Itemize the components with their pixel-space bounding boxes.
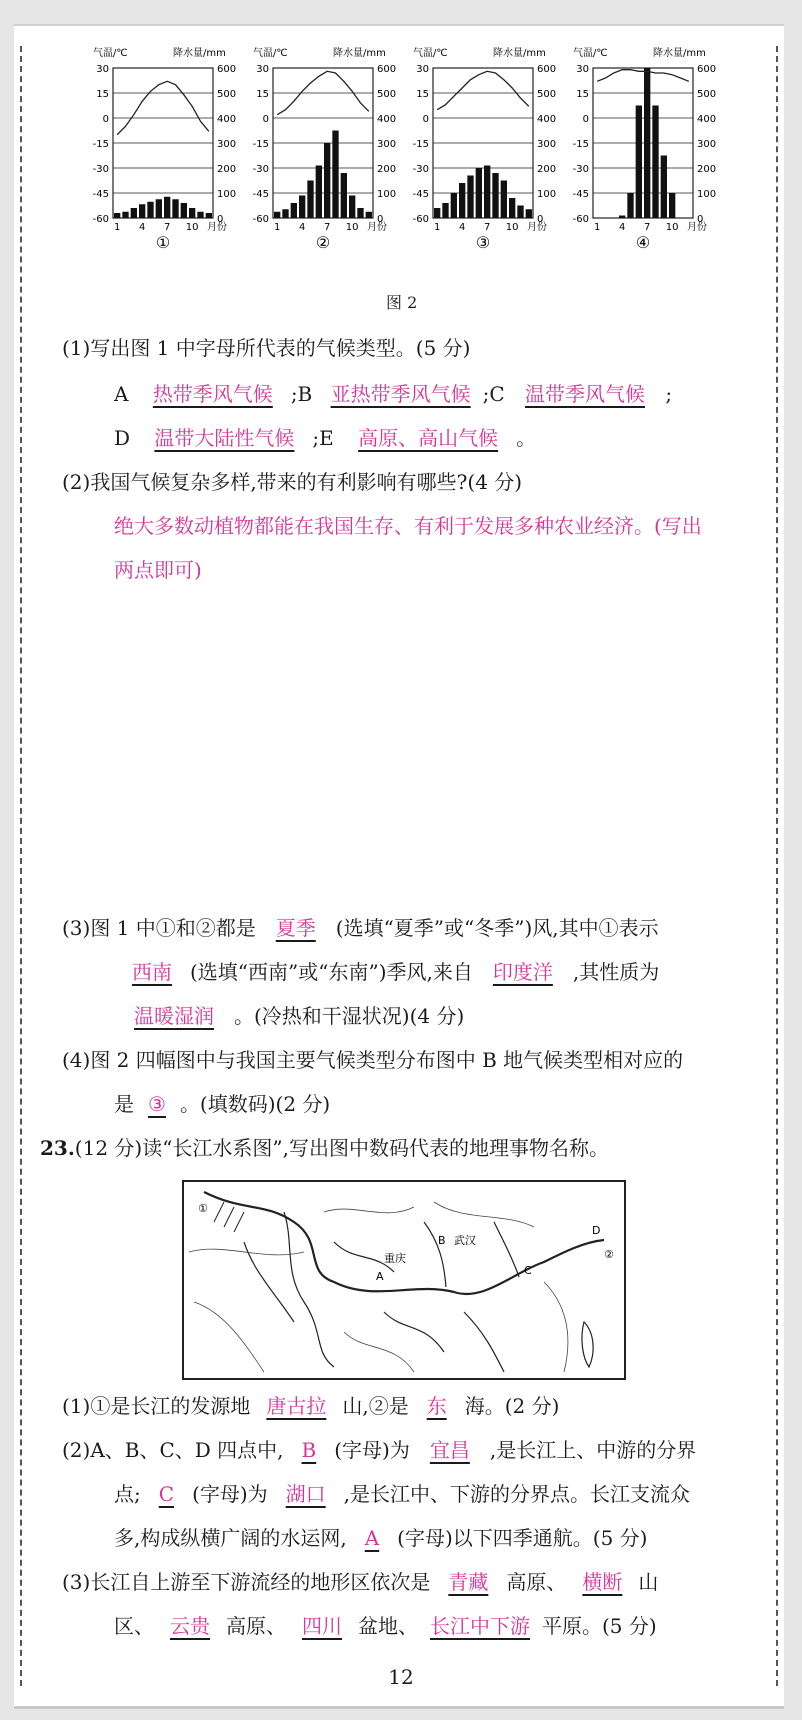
precip-bar: [147, 202, 153, 218]
temperature-line: [597, 70, 689, 82]
q23-p3-text7: 平原。(5 分): [542, 1614, 657, 1638]
map-label-d: D: [592, 1224, 601, 1237]
q23-p3-answer2: 横断: [582, 1570, 623, 1594]
precip-axis-title: 降水量/mm: [173, 48, 226, 59]
temp-tick-label: -15: [412, 139, 429, 150]
precip-tick-label: 300: [697, 139, 717, 150]
month-tick-label: 10: [505, 222, 519, 233]
month-tick-label: 1: [113, 222, 121, 233]
q23-title: [40, 1134, 609, 1162]
temp-tick-label: -45: [92, 189, 109, 200]
chart-label: ②: [315, 233, 331, 252]
precip-bar: [274, 212, 280, 218]
q23-p2-text6: ,是长江中、下游的分界点。长江支流众: [343, 1482, 691, 1506]
month-tick-label: 4: [298, 222, 306, 233]
precip-tick-label: 0: [217, 214, 224, 225]
q23-p2-text3: ,是长江上、中游的分界: [489, 1438, 697, 1462]
precip-bar: [652, 106, 658, 219]
precip-bar: [661, 156, 667, 219]
map-label-chongqing: 重庆: [384, 1252, 406, 1265]
q23-p3-answer1: 青藏: [448, 1570, 489, 1594]
temp-axis-title: 气温/℃: [93, 48, 128, 59]
temp-tick-label: -15: [572, 139, 589, 150]
precip-axis-title: 降水量/mm: [493, 48, 546, 59]
q23-p1-answer2: 东: [426, 1394, 447, 1418]
q23-p2-text5: (字母)为: [192, 1482, 268, 1506]
q3-line1: [62, 914, 659, 942]
q23-p2-answer1: B: [301, 1438, 317, 1462]
precip-axis-title: 降水量/mm: [653, 48, 706, 59]
month-axis-unit: 月份: [207, 222, 227, 233]
q23-p1: [62, 1392, 559, 1420]
precip-bar: [156, 199, 162, 218]
temp-tick-label: 15: [416, 89, 429, 100]
chart-label: ③: [475, 233, 491, 252]
temp-tick-label: 15: [576, 89, 589, 100]
precip-tick-label: 300: [537, 139, 557, 150]
temp-axis-title: 气温/℃: [413, 48, 448, 59]
temp-axis-title: 气温/℃: [573, 48, 608, 59]
q3-answer-season: 夏季: [275, 916, 316, 940]
month-tick-label: 1: [273, 222, 281, 233]
q23-p1-text2: 山,②是: [342, 1394, 409, 1418]
temp-tick-label: -45: [412, 189, 429, 200]
precip-bar: [526, 209, 532, 218]
precip-bar: [467, 176, 473, 219]
q1-a-answer: 热带季风气候: [152, 382, 273, 406]
precip-tick-label: 200: [537, 164, 557, 175]
q2-answer-line1: 绝大多数动植物都能在我国生存、有利于发展多种农业经济。(写出: [114, 514, 702, 538]
precip-bar: [357, 208, 363, 218]
precip-tick-label: 500: [537, 89, 557, 100]
q1-d-label: D: [114, 426, 131, 450]
month-tick-label: 4: [458, 222, 466, 233]
month-tick-label: 7: [323, 222, 331, 233]
temp-tick-label: 0: [262, 114, 269, 125]
q23-prompt: (12 分)读“长江水系图”,写出图中数码代表的地理事物名称。: [74, 1136, 610, 1160]
precip-bar: [332, 131, 338, 219]
precip-tick-label: 0: [537, 214, 544, 225]
month-tick-label: 10: [345, 222, 359, 233]
q23-p2-answer2: 宜昌: [429, 1438, 470, 1462]
right-cut-line: [776, 46, 778, 1686]
q23-p2-line3: [114, 1524, 647, 1552]
precip-tick-label: 100: [377, 189, 397, 200]
q23-p1-answer1: 唐古拉: [266, 1394, 327, 1418]
precip-tick-label: 0: [697, 214, 704, 225]
precip-bar: [619, 216, 625, 219]
month-tick-label: 7: [163, 222, 171, 233]
temp-tick-label: -15: [252, 139, 269, 150]
precip-bar: [434, 208, 440, 218]
q23-p3-answer3: 云贵: [170, 1614, 210, 1638]
q2-prompt: (2)我国气候复杂多样,带来的有利影响有哪些?(4 分): [62, 470, 523, 494]
q1-line-de: [114, 424, 536, 452]
precip-bar: [282, 209, 288, 218]
map-label-c: C: [524, 1264, 532, 1277]
figure2-caption: 图 2: [386, 293, 418, 312]
precip-tick-label: 600: [217, 64, 237, 75]
q1-b-label: ;B: [290, 382, 313, 406]
precip-bar: [459, 183, 465, 218]
precip-bar: [636, 106, 642, 219]
precip-bar: [316, 166, 322, 219]
precip-tick-label: 600: [377, 64, 397, 75]
q23-p2-text1: (2)A、B、C、D 四点中,: [62, 1438, 284, 1462]
temp-tick-label: -15: [92, 139, 109, 150]
q3-text3: (选填“西南”或“东南”)季风,来自: [190, 960, 473, 984]
temp-tick-label: 30: [256, 64, 269, 75]
month-tick-label: 7: [643, 222, 651, 233]
q4-text3: 。(填数码)(2 分): [179, 1092, 331, 1116]
q3-line2: [114, 958, 659, 986]
q4-answer: ③: [148, 1092, 166, 1116]
precip-tick-label: 400: [697, 114, 717, 125]
precip-bar: [291, 203, 297, 218]
precip-bar: [114, 213, 120, 218]
temp-tick-label: -60: [92, 214, 109, 225]
q23-p2-answer4: 湖口: [285, 1482, 326, 1506]
q3-text2: (选填“夏季”或“冬季”)风,其中①表示: [335, 916, 659, 940]
temperature-line: [437, 71, 529, 109]
q1-end: 。: [516, 426, 537, 450]
month-tick-label: 4: [618, 222, 626, 233]
precip-bar: [492, 173, 498, 218]
precip-tick-label: 100: [697, 189, 717, 200]
chart-label: ①: [155, 233, 171, 252]
q23-p3-text4: 区、: [114, 1614, 154, 1638]
month-tick-label: 7: [483, 222, 491, 233]
q23-p3-text3: 山: [638, 1570, 659, 1594]
precip-tick-label: 400: [377, 114, 397, 125]
month-tick-label: 10: [185, 222, 199, 233]
temp-tick-label: 0: [422, 114, 429, 125]
q23-p2-line2: [114, 1480, 690, 1508]
q3-line3: [114, 1002, 464, 1030]
month-tick-label: 1: [593, 222, 601, 233]
precip-bar: [299, 196, 305, 219]
precip-bar: [307, 181, 313, 219]
page-number: 12: [388, 1665, 414, 1689]
precip-bar: [644, 68, 650, 218]
month-tick-label: 10: [665, 222, 679, 233]
temp-tick-label: 0: [102, 114, 109, 125]
precip-tick-label: 300: [217, 139, 237, 150]
q1-a-label: A: [114, 382, 129, 406]
q1-line-abc: [114, 380, 672, 408]
precip-bar: [476, 168, 482, 218]
precip-tick-label: 600: [537, 64, 557, 75]
temp-tick-label: 15: [96, 89, 109, 100]
q23-p2-answer5: A: [364, 1526, 380, 1550]
q23-p3-answer5: 长江中下游: [430, 1614, 530, 1638]
q23-p3-line2: [114, 1612, 657, 1640]
temp-tick-label: -30: [92, 164, 109, 175]
q3-answer-direction: 西南: [132, 960, 172, 984]
q4-text2: 是: [114, 1092, 134, 1116]
q23-p2-text7: 多,构成纵横广阔的水运网,: [114, 1526, 347, 1550]
map-label-2: ②: [604, 1248, 614, 1261]
q1-semicolon: ;: [665, 382, 673, 406]
q23-p3-text6: 盆地、: [358, 1614, 418, 1638]
temp-tick-label: 30: [416, 64, 429, 75]
precip-bar: [139, 204, 145, 218]
climate-charts-figure2: [88, 40, 728, 280]
precip-bar: [669, 193, 675, 218]
precip-bar: [206, 213, 212, 218]
map-label-wuhan: 武汉: [454, 1234, 476, 1247]
q3-text1: (3)图 1 中①和②都是: [62, 916, 256, 940]
temp-tick-label: 0: [582, 114, 589, 125]
q23-p3-line1: [62, 1568, 658, 1596]
q1-b-answer: 亚热带季风气候: [330, 382, 471, 406]
precip-bar: [484, 166, 490, 219]
precip-tick-label: 400: [217, 114, 237, 125]
precip-bar: [122, 212, 128, 218]
temp-tick-label: -60: [252, 214, 269, 225]
precip-tick-label: 400: [537, 114, 557, 125]
temp-tick-label: -30: [412, 164, 429, 175]
precip-tick-label: 100: [217, 189, 237, 200]
q23-p3-text2: 高原、: [506, 1570, 567, 1594]
month-tick-label: 1: [433, 222, 441, 233]
precip-tick-label: 100: [537, 189, 557, 200]
precip-bar: [509, 198, 515, 218]
q23-p1-text1: (1)①是长江的发源地: [62, 1394, 251, 1418]
precip-bar: [517, 206, 523, 219]
month-axis-unit: 月份: [367, 222, 387, 233]
precip-bar: [366, 212, 372, 218]
q1-c-label: ;C: [482, 382, 505, 406]
q23-p2-text8: (字母)以下四季通航。(5 分): [397, 1526, 648, 1550]
q3-answer-ocean: 印度洋: [492, 960, 553, 984]
precip-bar: [341, 173, 347, 218]
precip-bar: [442, 203, 448, 218]
q23-number: 23.: [40, 1136, 75, 1160]
q3-text5: 。(冷热和干湿状况)(4 分): [234, 1004, 465, 1028]
temp-tick-label: -60: [572, 214, 589, 225]
q23-p3-answer4: 四川: [302, 1614, 342, 1638]
yangtze-river-map: [182, 1180, 626, 1380]
temp-tick-label: -30: [252, 164, 269, 175]
q1-prompt: (1)写出图 1 中字母所代表的气候类型。(5 分): [62, 336, 471, 360]
chart-label: ④: [635, 233, 651, 252]
map-label-b: B: [438, 1234, 446, 1247]
temp-tick-label: 30: [576, 64, 589, 75]
precip-bar: [164, 197, 170, 218]
q23-p3-text5: 高原、: [226, 1614, 286, 1638]
left-cut-line: [20, 46, 22, 1686]
precip-bar: [349, 196, 355, 219]
q23-p1-text3: 海。(2 分): [464, 1394, 560, 1418]
precip-bar: [172, 199, 178, 218]
map-label-a: A: [376, 1270, 384, 1283]
precip-bar: [131, 208, 137, 218]
precip-bar: [197, 212, 203, 218]
q1-e-label: ;E: [312, 426, 334, 450]
q1-e-answer: 高原、高山气候: [358, 426, 499, 450]
q4-line2: [114, 1090, 330, 1118]
precip-tick-label: 200: [697, 164, 717, 175]
precip-tick-label: 300: [377, 139, 397, 150]
precip-bar: [627, 193, 633, 218]
precip-tick-label: 500: [377, 89, 397, 100]
temp-tick-label: 30: [96, 64, 109, 75]
q2-answer-line2: 两点即可): [114, 558, 202, 582]
precip-bar: [189, 208, 195, 218]
precip-tick-label: 200: [217, 164, 237, 175]
q3-answer-nature: 温暖湿润: [134, 1004, 214, 1028]
map-label-1: ①: [198, 1202, 208, 1215]
temp-axis-title: 气温/℃: [253, 48, 288, 59]
q1-d-answer: 温带大陆性气候: [154, 426, 295, 450]
temp-tick-label: 15: [256, 89, 269, 100]
month-tick-label: 4: [138, 222, 146, 233]
precip-tick-label: 500: [217, 89, 237, 100]
precip-bar: [451, 193, 457, 218]
q23-p2-text4: 点;: [114, 1482, 141, 1506]
q4-line1: (4)图 2 四幅图中与我国主要气候类型分布图中 B 地气候类型相对应的: [62, 1048, 684, 1072]
precip-tick-label: 500: [697, 89, 717, 100]
precip-bar: [181, 203, 187, 218]
precip-axis-title: 降水量/mm: [333, 48, 386, 59]
precip-tick-label: 200: [377, 164, 397, 175]
q23-p2-answer3: C: [158, 1482, 175, 1506]
q1-c-answer: 温带季风气候: [525, 382, 646, 406]
q23-p3-text1: (3)长江自上游至下游流经的地形区依次是: [62, 1570, 431, 1594]
temperature-line: [117, 81, 209, 134]
temp-tick-label: -30: [572, 164, 589, 175]
precip-bar: [501, 181, 507, 219]
q23-p2-line1: [62, 1436, 696, 1464]
precip-bar: [324, 143, 330, 218]
precip-tick-label: 600: [697, 64, 717, 75]
precip-tick-label: 0: [377, 214, 384, 225]
q23-p2-text2: (字母)为: [334, 1438, 410, 1462]
month-axis-unit: 月份: [527, 222, 547, 233]
temp-tick-label: -60: [412, 214, 429, 225]
month-axis-unit: 月份: [687, 222, 707, 233]
temp-tick-label: -45: [572, 189, 589, 200]
q3-text4: ,其性质为: [572, 960, 660, 984]
temp-tick-label: -45: [252, 189, 269, 200]
